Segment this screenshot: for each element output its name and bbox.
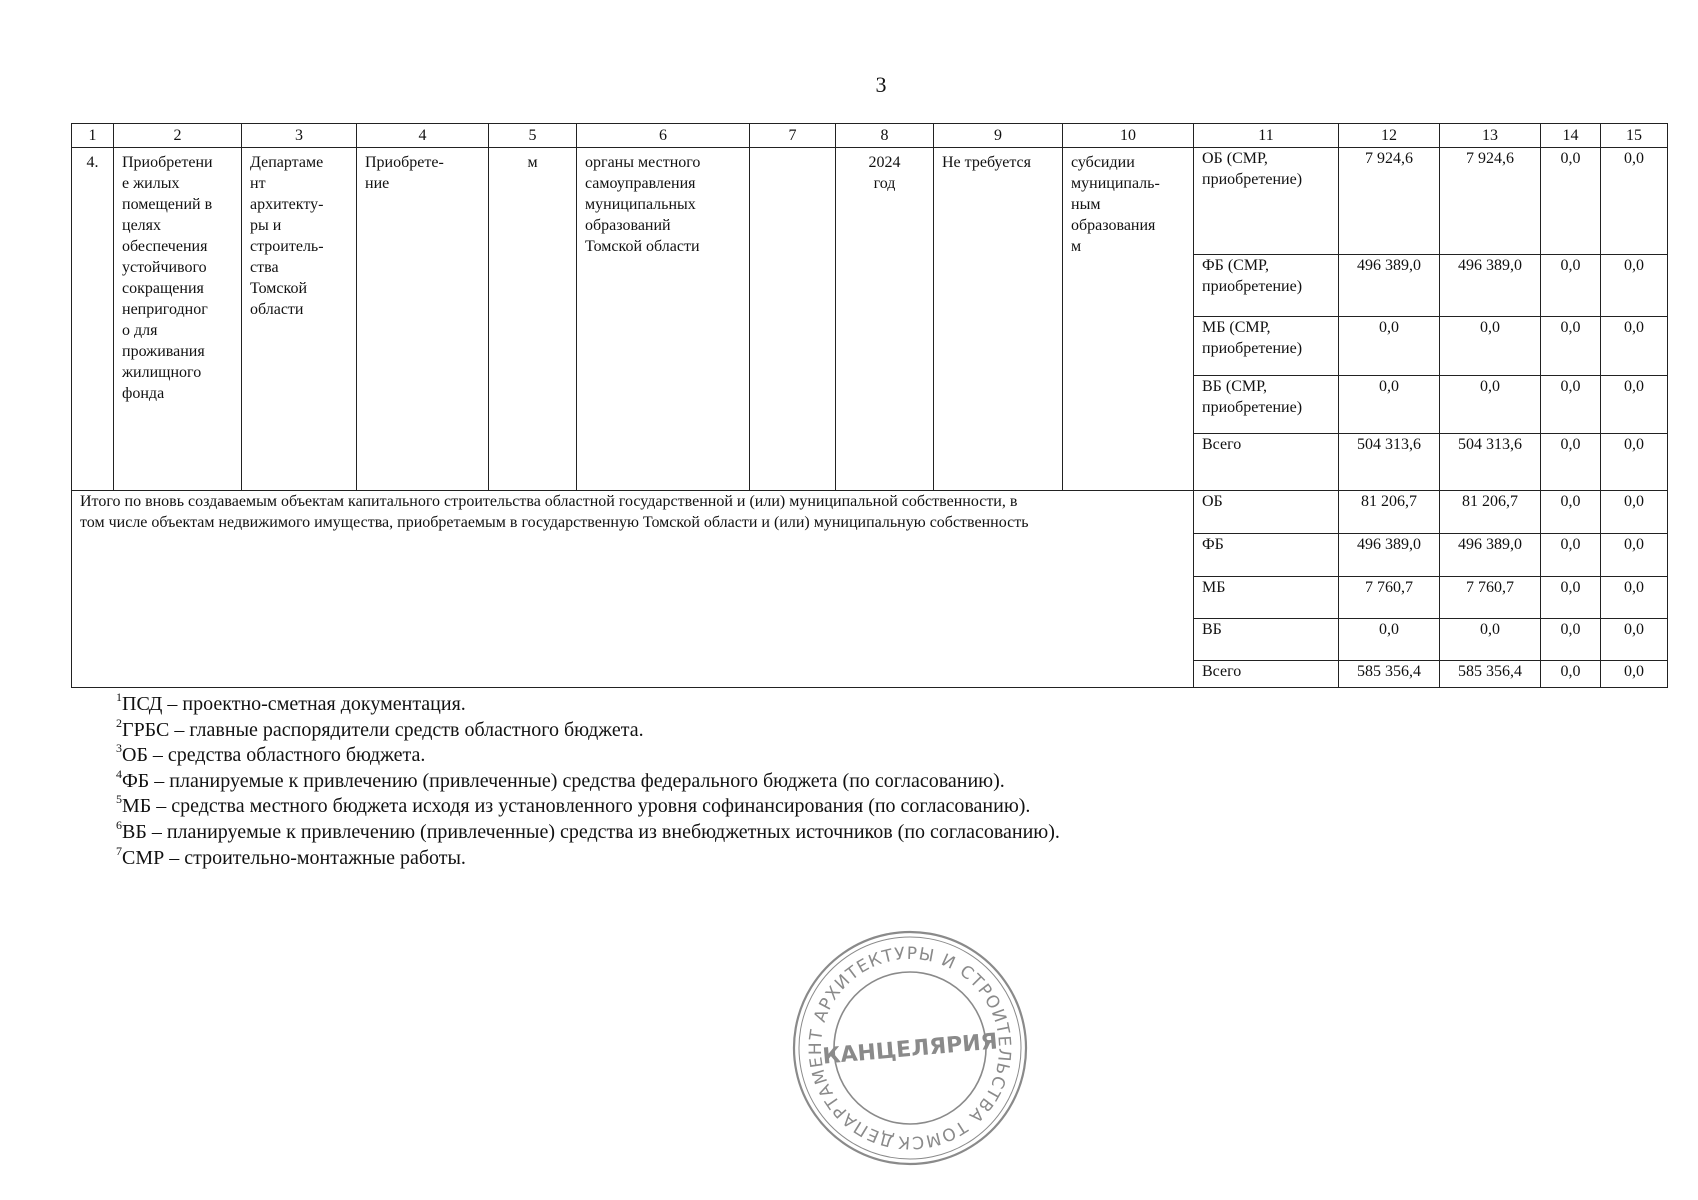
item-col7 xyxy=(750,148,836,491)
item-year xyxy=(836,148,934,491)
funding-source xyxy=(1194,148,1339,255)
footnote-text: МБ – средства местного бюджета исходя из установленного уровня софинансирования (по согласованию). xyxy=(122,795,1031,818)
amount-cell: 7 924,6 xyxy=(1339,148,1440,255)
header-row xyxy=(72,124,1668,148)
funding-source: Всего xyxy=(1194,661,1339,688)
amount-cell: 0,0 xyxy=(1541,148,1601,255)
text-line: проживания xyxy=(122,343,205,360)
funding-source: ВБ xyxy=(1194,619,1339,661)
item-form xyxy=(1063,148,1194,491)
amount-cell: 0,0 xyxy=(1601,661,1668,688)
text-line: ры и xyxy=(250,217,282,234)
header-cell: 8 xyxy=(836,124,934,148)
text-line: органы местного xyxy=(585,154,701,171)
amount-cell: 585 356,4 xyxy=(1440,661,1541,688)
page-number: 3 xyxy=(875,72,887,97)
amount-cell: 7 760,7 xyxy=(1440,577,1541,619)
amount-cell: 0,0 xyxy=(1339,619,1440,661)
header-cell: 7 xyxy=(750,124,836,148)
amount-cell: 496 389,0 xyxy=(1440,534,1541,577)
item-unit: м xyxy=(489,148,577,491)
office-stamp xyxy=(790,928,1030,1168)
text-line: ФБ (СМР, xyxy=(1202,257,1269,274)
header-cell: 4 xyxy=(357,124,489,148)
funding-source: ОБ xyxy=(1194,491,1339,534)
header-cell: 2 xyxy=(114,124,242,148)
amount-cell: 0,0 xyxy=(1601,619,1668,661)
funding-source: ФБ xyxy=(1194,534,1339,577)
footnote xyxy=(116,794,1060,820)
footnotes xyxy=(116,692,1060,871)
footnote xyxy=(116,817,1060,846)
text-line: Всего xyxy=(1202,436,1242,453)
amount-cell: 0,0 xyxy=(1440,376,1541,434)
footnote-number: 5 xyxy=(116,792,122,807)
text-line: приобретение) xyxy=(1202,171,1303,188)
text-line: субсидии xyxy=(1071,154,1135,171)
text-line: приобретение) xyxy=(1202,340,1303,357)
footnote-number: 4 xyxy=(116,766,122,781)
funding-source xyxy=(1194,317,1339,376)
amount-cell: 0,0 xyxy=(1601,255,1668,317)
footnote-text: ВБ – планируемые к привлечению (привлеченные) средства из внебюджетных источников (по согласованию). xyxy=(122,820,1060,843)
text-line: Приобретени xyxy=(122,154,213,171)
amount-cell: 81 206,7 xyxy=(1339,491,1440,534)
amount-cell: 0,0 xyxy=(1541,434,1601,491)
footnote-number: 2 xyxy=(116,715,122,730)
item-name xyxy=(114,148,242,491)
text-line: ВБ (СМР, xyxy=(1202,378,1267,395)
amount-cell: 0,0 xyxy=(1440,317,1541,376)
text-line: ства xyxy=(250,259,279,276)
funding-source xyxy=(1194,434,1339,491)
text-line: обеспечения xyxy=(122,238,208,255)
text-line: Департаме xyxy=(250,154,324,171)
text-line: сокращения xyxy=(122,280,204,297)
amount-cell: 0,0 xyxy=(1339,376,1440,434)
footnote-number: 3 xyxy=(116,741,122,756)
footnote-text: ГРБС – главные распорядители средств областного бюджета. xyxy=(122,718,644,741)
stamp-center-text: КАНЦЕЛЯРИЯ xyxy=(821,1029,999,1070)
amount-cell: 496 389,0 xyxy=(1339,255,1440,317)
header-cell: 9 xyxy=(934,124,1063,148)
amount-cell: 0,0 xyxy=(1601,376,1668,434)
stamp-ring-text: ДЕПАРТАМЕНТ АРХИТЕКТУРЫ И СТРОИТЕЛЬСТВА ТОМСКОЙ xyxy=(805,943,1015,1153)
amount-cell: 81 206,7 xyxy=(1440,491,1541,534)
text-line: образований xyxy=(585,217,671,234)
header-cell: 15 xyxy=(1601,124,1668,148)
footnote xyxy=(116,766,1060,795)
text-line: нт xyxy=(250,175,266,192)
header-cell: 13 xyxy=(1440,124,1541,148)
text-line: строитель- xyxy=(250,238,324,255)
funding-source xyxy=(1194,376,1339,434)
text-line: МБ (СМР, xyxy=(1202,319,1271,336)
amount-cell: 585 356,4 xyxy=(1339,661,1440,688)
text-line: целях xyxy=(122,217,162,234)
header-cell: 5 xyxy=(489,124,577,148)
amount-cell: 0,0 xyxy=(1541,317,1601,376)
text-line: о для xyxy=(122,322,158,339)
text-line: самоуправления xyxy=(585,175,696,192)
amount-cell: 0,0 xyxy=(1541,577,1601,619)
item-number: 4. xyxy=(72,148,114,491)
item-row xyxy=(72,148,1668,255)
program-table xyxy=(71,123,1668,688)
item-kind xyxy=(357,148,489,491)
footnote-text: СМР – строительно-монтажные работы. xyxy=(122,846,466,869)
text-line: Итого по вновь создаваемым объектам капитального строительства областной государственной и (или) муниципальной собственности, в xyxy=(80,493,1018,510)
amount-cell: 7 924,6 xyxy=(1440,148,1541,255)
header-cell: 14 xyxy=(1541,124,1601,148)
text-line: фонда xyxy=(122,385,165,402)
text-line: приобретение) xyxy=(1202,278,1303,295)
amount-cell: 7 760,7 xyxy=(1339,577,1440,619)
text-line: год xyxy=(873,175,896,192)
text-line: области xyxy=(250,301,304,318)
text-line: приобретение) xyxy=(1202,399,1303,416)
text-line: образования xyxy=(1071,217,1156,234)
amount-cell: 0,0 xyxy=(1339,317,1440,376)
total-description xyxy=(72,491,1194,688)
amount-cell: 504 313,6 xyxy=(1339,434,1440,491)
footnote xyxy=(116,692,1060,718)
text-line: 2024 xyxy=(868,154,901,171)
amount-cell: 496 389,0 xyxy=(1339,534,1440,577)
footnote-text: ФБ – планируемые к привлечению (привлеченные) средства федерального бюджета (по согласованию). xyxy=(122,769,1005,792)
header-cell: 1 xyxy=(72,124,114,148)
footnote xyxy=(116,843,1060,872)
text-line: е жилых xyxy=(122,175,180,192)
footnote xyxy=(116,715,1060,744)
amount-cell: 496 389,0 xyxy=(1440,255,1541,317)
table-body xyxy=(72,124,1668,688)
header-cell: 11 xyxy=(1194,124,1339,148)
amount-cell: 0,0 xyxy=(1601,317,1668,376)
text-line: Томской xyxy=(250,280,308,297)
amount-cell: 504 313,6 xyxy=(1440,434,1541,491)
header-cell: 3 xyxy=(242,124,357,148)
funding-source: МБ xyxy=(1194,577,1339,619)
footnote-number: 1 xyxy=(116,690,122,704)
amount-cell: 0,0 xyxy=(1440,619,1541,661)
text-line: ным xyxy=(1071,196,1101,213)
text-line: том числе объектам недвижимого имущества, приобретаемым в государственную Томской области и (или) муниципальную собственность xyxy=(80,514,1029,531)
text-line: ние xyxy=(365,175,390,192)
footnote-number: 7 xyxy=(116,843,122,858)
header-cell: 12 xyxy=(1339,124,1440,148)
amount-cell: 0,0 xyxy=(1601,434,1668,491)
footnote-number: 6 xyxy=(116,817,122,832)
footnote xyxy=(116,743,1060,769)
text-line: ОБ (СМР, xyxy=(1202,150,1268,167)
item-customer xyxy=(577,148,750,491)
text-line: Томской области xyxy=(585,238,700,255)
amount-cell: 0,0 xyxy=(1601,577,1668,619)
amount-cell: 0,0 xyxy=(1601,148,1668,255)
text-line: муниципальных xyxy=(585,196,696,213)
amount-cell: 0,0 xyxy=(1601,534,1668,577)
amount-cell: 0,0 xyxy=(1541,619,1601,661)
item-psd: Не требуется xyxy=(934,148,1063,491)
header-cell: 6 xyxy=(577,124,750,148)
footnote-text: ПСД – проектно-сметная документация. xyxy=(122,693,466,715)
text-line: Приобрете- xyxy=(365,154,444,171)
header-cell: 10 xyxy=(1063,124,1194,148)
amount-cell: 0,0 xyxy=(1541,255,1601,317)
amount-cell: 0,0 xyxy=(1541,376,1601,434)
funding-source xyxy=(1194,255,1339,317)
total-row xyxy=(72,491,1668,534)
text-line: непригодног xyxy=(122,301,208,318)
amount-cell: 0,0 xyxy=(1541,534,1601,577)
text-line: устойчивого xyxy=(122,259,207,276)
text-line: жилищного xyxy=(122,364,202,381)
item-grbs xyxy=(242,148,357,491)
footnote-text: ОБ – средства областного бюджета. xyxy=(122,744,426,767)
text-line: муниципаль- xyxy=(1071,175,1160,192)
amount-cell: 0,0 xyxy=(1541,491,1601,534)
text-line: помещений в xyxy=(122,196,213,213)
amount-cell: 0,0 xyxy=(1601,491,1668,534)
amount-cell: 0,0 xyxy=(1541,661,1601,688)
text-line: м xyxy=(1071,238,1082,255)
text-line: архитекту- xyxy=(250,196,324,213)
